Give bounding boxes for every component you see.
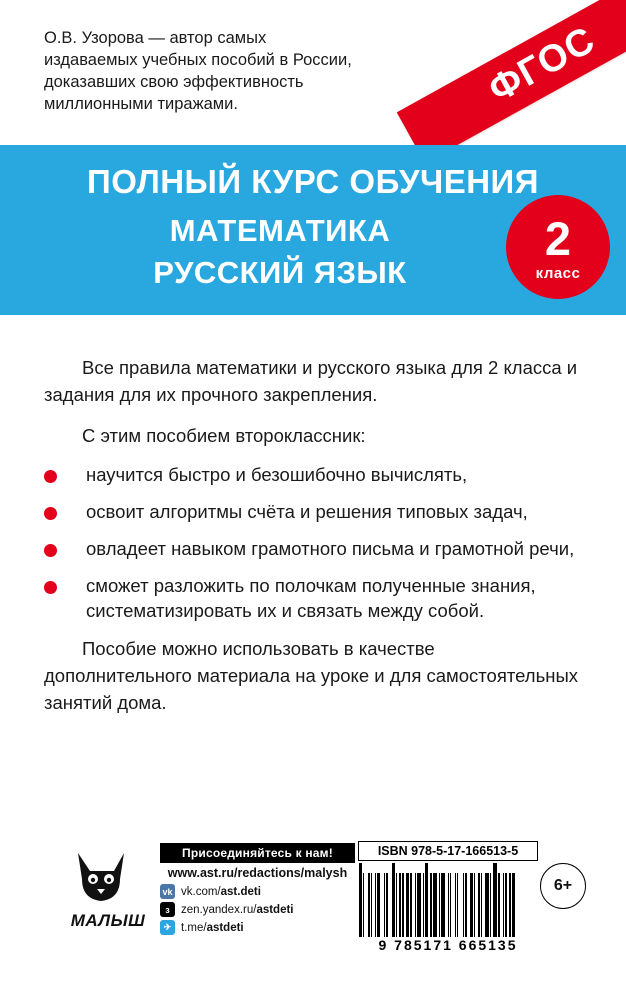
social-link-text: zen.yandex.ru/ bbox=[181, 903, 257, 916]
series-title: ПОЛНЫЙ КУРС ОБУЧЕНИЯ bbox=[87, 163, 539, 200]
cat-icon bbox=[70, 845, 132, 907]
publisher-website[interactable]: www.ast.ru/redactions/malysh bbox=[167, 866, 348, 880]
author-blurb-line: миллионными тиражами. bbox=[44, 94, 238, 113]
lead-paragraph: С этим пособием второклассник: bbox=[82, 424, 366, 446]
social-link-telegram[interactable] bbox=[160, 920, 355, 935]
description-body bbox=[44, 355, 584, 731]
grade-number: 2 bbox=[544, 212, 572, 265]
subject-title-russian: РУССКИЙ ЯЗЫК bbox=[153, 255, 407, 290]
bullet-dot-icon bbox=[44, 507, 57, 520]
join-us-banner: Присоединяйтесь к нам! bbox=[160, 843, 355, 863]
publisher-name: МАЛЫШ bbox=[70, 911, 146, 930]
author-blurb-line: издаваемых учебных пособий в России, bbox=[44, 50, 352, 69]
cover-footer bbox=[0, 841, 626, 961]
bullet-dot-icon bbox=[44, 544, 57, 557]
age-rating-badge: 6+ bbox=[540, 863, 586, 909]
list-item-label: сможет разложить по полочкам полученные знания, систематизировать их и связать между собой. bbox=[86, 575, 536, 622]
list-item bbox=[44, 574, 584, 624]
isbn-label: ISBN 978-5-17-166513-5 bbox=[358, 841, 538, 861]
list-item bbox=[44, 463, 584, 488]
social-link-handle: astdeti bbox=[206, 921, 244, 934]
list-item-label: освоит алгоритмы счёта и решения типовых задач, bbox=[86, 501, 528, 523]
grade-badge bbox=[506, 195, 610, 299]
social-link-handle: ast.deti bbox=[220, 885, 261, 898]
author-blurb bbox=[44, 28, 374, 116]
benefits-list bbox=[44, 463, 584, 624]
vk-icon: vk bbox=[160, 884, 175, 899]
outro-paragraph: Пособие можно использовать в качестве дополнительного материала на уроке и для самостоятельных занятий дома. bbox=[44, 638, 578, 713]
author-blurb-line: доказавших свою эффективность bbox=[44, 72, 304, 91]
intro-paragraph: Все правила математики и русского языка для 2 класса и задания для их прочного закрепления. bbox=[44, 357, 578, 405]
list-item bbox=[44, 537, 584, 562]
grade-word: класс bbox=[535, 265, 581, 282]
subject-title-math: МАТЕМАТИКА bbox=[169, 213, 391, 248]
list-item-label: научится быстро и безошибочно вычислять, bbox=[86, 464, 468, 486]
social-link-handle: astdeti bbox=[256, 903, 294, 916]
bullet-dot-icon bbox=[44, 470, 57, 483]
barcode-digits: 9 785171 665135 bbox=[378, 937, 518, 953]
fgos-ribbon bbox=[397, 0, 626, 163]
barcode-icon bbox=[358, 863, 538, 937]
list-item bbox=[44, 500, 584, 525]
telegram-icon: ✈ bbox=[160, 920, 175, 935]
publisher-logo bbox=[60, 845, 156, 955]
social-link-zen[interactable] bbox=[160, 902, 355, 917]
author-blurb-line: О.В. Узорова — автор самых bbox=[44, 29, 267, 47]
list-item-label: овладеет навыком грамотного письма и грамотной речи, bbox=[86, 538, 575, 560]
social-link-text: vk.com/ bbox=[181, 885, 221, 898]
bullet-dot-icon bbox=[44, 581, 57, 594]
social-link-vk[interactable] bbox=[160, 884, 355, 899]
social-link-text: t.me/ bbox=[181, 921, 207, 934]
zen-icon: з bbox=[160, 902, 175, 917]
fgos-label: ФГОС bbox=[481, 18, 602, 111]
social-block bbox=[160, 843, 355, 938]
